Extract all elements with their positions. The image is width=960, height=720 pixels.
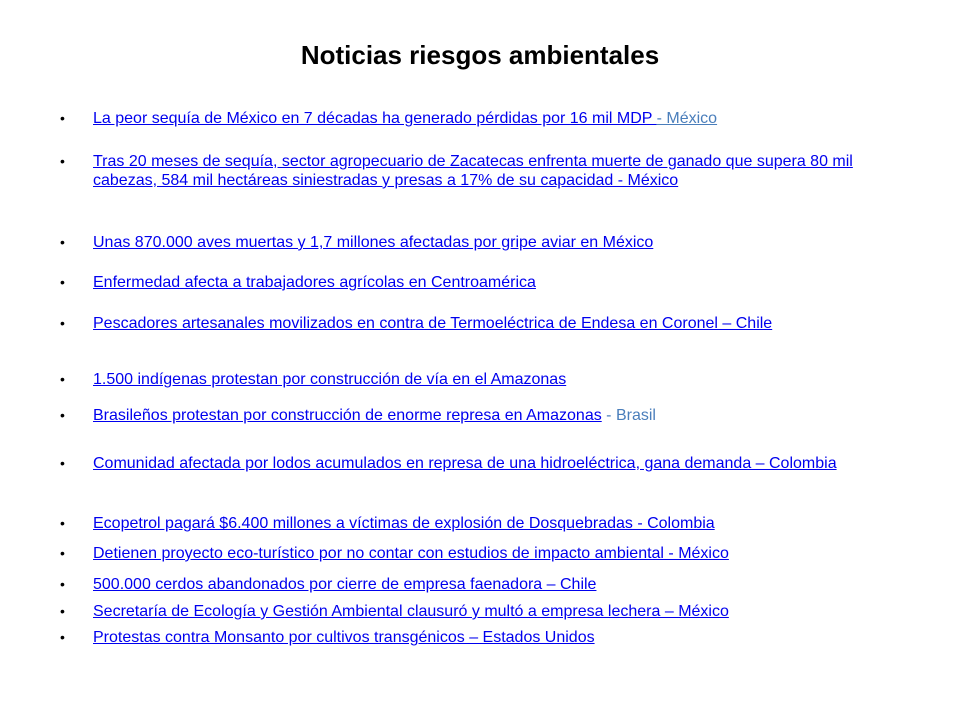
bullet-icon: •	[60, 455, 65, 471]
bullet-icon: •	[60, 576, 65, 592]
news-link[interactable]: Pescadores artesanales movilizados en contra de Termoeléctrica de Endesa en Coronel – Chile	[93, 315, 773, 332]
news-link[interactable]: Protestas contra Monsanto por cultivos transgénicos – Estados Unidos	[93, 629, 595, 646]
bullet-icon: •	[60, 234, 65, 250]
news-link[interactable]: Ecopetrol pagará $6.400 millones a víctimas de explosión de Dosquebradas - Colombia	[93, 515, 715, 532]
news-link[interactable]: Detienen proyecto eco-turístico por no contar con estudios de impacto ambiental - México	[93, 545, 729, 562]
news-link[interactable]: Enfermedad afecta a trabajadores agrícolas en Centroamérica	[93, 274, 536, 291]
bullet-icon: •	[60, 371, 65, 387]
bullet-icon: •	[60, 629, 65, 645]
bullet-icon: •	[60, 407, 65, 423]
bullet-icon: •	[60, 153, 65, 169]
page-title: Noticias riesgos ambientales	[300, 40, 660, 70]
bullet-icon: •	[60, 274, 65, 290]
news-link[interactable]: Comunidad afectada por lodos acumulados en represa de una hidroeléctrica, gana demanda – Colombia	[93, 455, 837, 472]
bullet-icon: •	[60, 110, 65, 126]
news-link[interactable]: Brasileños protestan por construcción de enorme represa en Amazonas	[93, 407, 602, 424]
news-link[interactable]: La peor sequía de México en 7 décadas ha generado pérdidas por 16 mil MDP	[93, 110, 657, 127]
news-link-suffix[interactable]: - México	[656, 110, 718, 127]
news-link[interactable]: 500.000 cerdos abandonados por cierre de empresa faenadora – Chile	[93, 576, 597, 593]
bullet-icon: •	[60, 545, 65, 561]
news-link[interactable]: Secretaría de Ecología y Gestión Ambiental clausuró y multó a empresa lechera – México	[93, 603, 729, 620]
bullet-icon: •	[60, 515, 65, 531]
news-link[interactable]: 1.500 indígenas protestan por construcción de vía en el Amazonas	[93, 371, 567, 388]
bullet-icon: •	[60, 603, 65, 619]
news-country: - Brasil	[601, 407, 656, 424]
bullet-icon: •	[60, 315, 65, 331]
news-link[interactable]: Unas 870.000 aves muertas y 1,7 millones afectadas por gripe aviar en México	[93, 234, 654, 251]
news-link[interactable]: Tras 20 meses de sequía, sector agropecuario de Zacatecas enfrenta muerte de ganado que supera 80 mil cabezas, 584 mil hectáreas siniestradas y presas a 17% de su capacidad - México	[93, 153, 853, 189]
